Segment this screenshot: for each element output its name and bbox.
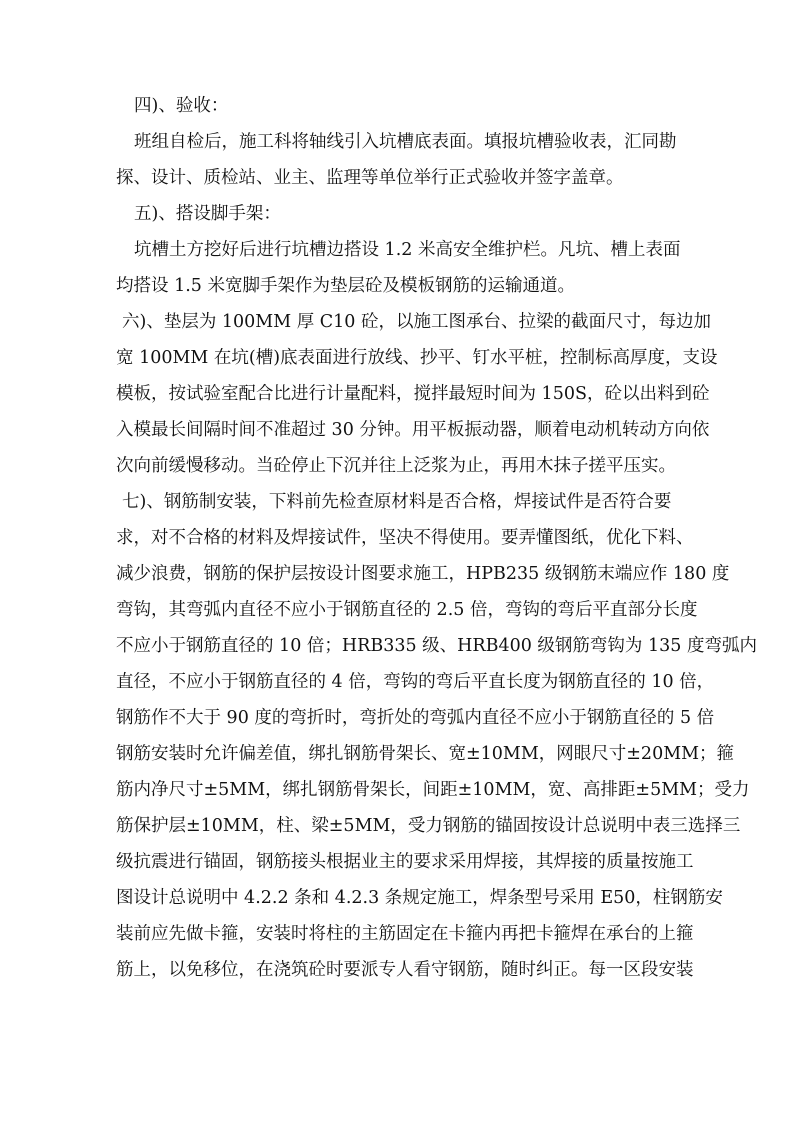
- paragraph-line: 装前应先做卡箍，安装时将柱的主筋固定在卡箍内再把卡箍焊在承台的上箍: [116, 924, 694, 944]
- section-heading-acceptance: 四)、验收：: [134, 96, 229, 116]
- paragraph-line: 减少浪费，钢筋的保护层按设计图要求施工，HPB235 级钢筋末端应作 180 度: [116, 564, 730, 584]
- section-heading-cushion: 六)、垫层为 100MM 厚 C10 砼，以施工图承台、拉梁的截面尺寸，每边加: [122, 312, 711, 332]
- section-heading-scaffolding: 五)、搭设脚手架：: [134, 204, 281, 224]
- paragraph-line: 钢筋作不大于 90 度的弯折时，弯折处的弯弧内直径不应小于钢筋直径的 5 倍: [116, 708, 715, 728]
- paragraph-line: 坑槽土方挖好后进行坑槽边搭设 1.2 米高安全维护栏。凡坑、槽上表面: [134, 240, 681, 260]
- paragraph-line: 不应小于钢筋直径的 10 倍；HRB335 级、HRB400 级钢筋弯钩为 135 度弯弧内: [116, 636, 757, 656]
- paragraph-line: 筋内净尺寸±5MM，绑扎钢筋骨架长，间距±10MM，宽、高排距±5MM；受力: [116, 780, 750, 800]
- paragraph-line: 均搭设 1.5 米宽脚手架作为垫层砼及模板钢筋的运输通道。: [116, 276, 575, 296]
- paragraph-line: 钢筋安装时允许偏差值，绑扎钢筋骨架长、宽±10MM，网眼尺寸±20MM；箍: [116, 744, 735, 764]
- paragraph-line: 模板，按试验室配合比进行计量配料，搅拌最短时间为 150S，砼以出料到砼: [116, 384, 710, 404]
- paragraph-line: 宽 100MM 在坑(槽)底表面进行放线、抄平、钉水平桩，控制标高厚度，支设: [116, 348, 718, 368]
- paragraph-line: 探、设计、质检站、业主、监理等单位举行正式验收并签字盖章。: [116, 168, 624, 188]
- section-heading-rebar: 七)、钢筋制安装，下料前先检查原材料是否合格，焊接试件是否符合要: [122, 492, 672, 512]
- paragraph-line: 班组自检后，施工科将轴线引入坑槽底表面。填报坑槽验收表，汇同勘: [134, 132, 677, 152]
- document-body: [116, 88, 757, 988]
- paragraph-line: 级抗震进行锚固，钢筋接头根据业主的要求采用焊接，其焊接的质量按施工: [116, 852, 694, 872]
- paragraph-line: 筋上，以免移位，在浇筑砼时要派专人看守钢筋，随时纠正。每一区段安装: [116, 960, 694, 980]
- paragraph-line: 弯钩，其弯弧内直径不应小于钢筋直径的 2.5 倍，弯钩的弯后平直部分长度: [116, 600, 698, 620]
- paragraph-line: 直径，不应小于钢筋直径的 4 倍，弯钩的弯后平直长度为钢筋直径的 10 倍，: [116, 672, 715, 692]
- paragraph-line: 图设计总说明中 4.2.2 条和 4.2.3 条规定施工，焊条型号采用 E50，柱钢筋安: [116, 888, 723, 908]
- paragraph-line: 求，对不合格的材料及焊接试件，坚决不得使用。要弄懂图纸，优化下料、: [116, 528, 694, 548]
- paragraph-line: 入模最长间隔时间不准超过 30 分钟。用平板振动器，顺着电动机转动方向依: [116, 420, 710, 440]
- paragraph-line: 次向前缓慢移动。当砼停止下沉并往上泛浆为止，再用木抹子搓平压实。: [116, 456, 676, 476]
- paragraph-line: 筋保护层±10MM，柱、梁±5MM，受力钢筋的锚固按设计总说明中表三选择三: [116, 816, 741, 836]
